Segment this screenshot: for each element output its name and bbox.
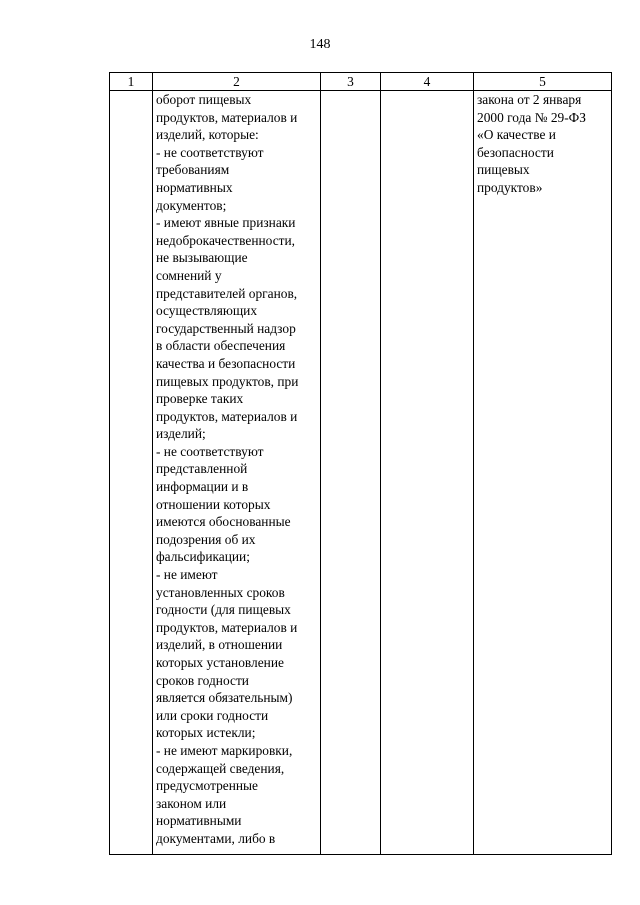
- column-header-2: 2: [153, 73, 321, 91]
- text-line: - не имеют: [156, 567, 218, 583]
- text-line: представленной: [156, 461, 248, 477]
- text-line: нормативными: [156, 813, 242, 829]
- text-line: продуктов, материалов и: [156, 408, 298, 424]
- cell-col-4: [381, 91, 474, 855]
- text-line: документами, либо в: [156, 830, 276, 846]
- text-line: качества и безопасности: [156, 355, 296, 371]
- text-line: документов;: [156, 197, 227, 213]
- cell-col-2: [153, 91, 321, 855]
- text-line: является обязательным): [156, 690, 293, 706]
- text-line: государственный надзор: [156, 320, 296, 336]
- text-line: фальсификации;: [156, 549, 250, 565]
- text-line: 2000 года № 29-ФЗ: [477, 109, 586, 125]
- text-line: имеются обоснованные: [156, 514, 291, 530]
- text-line: которых истекли;: [156, 725, 256, 741]
- column-header-3: 3: [321, 73, 381, 91]
- text-line: проверке таких: [156, 391, 244, 407]
- text-line: которых установление: [156, 655, 284, 670]
- text-line: изделий, которые:: [156, 127, 259, 143]
- text-line: безопасности: [477, 144, 554, 160]
- column-header-4: 4: [381, 73, 474, 91]
- cell-col-3: [321, 91, 381, 855]
- text-line: пищевых: [477, 162, 530, 178]
- text-line: подозрения об их: [156, 531, 256, 547]
- text-line: или сроки годности: [156, 707, 269, 723]
- page-number: 148: [309, 37, 331, 52]
- text-line: нормативных: [156, 179, 233, 195]
- text-line: изделий, в отношении: [156, 637, 283, 653]
- table-row: [110, 91, 612, 855]
- text-line: оборот пищевых: [156, 92, 252, 107]
- text-line: информации и в: [156, 479, 249, 495]
- cell-col-5: [474, 91, 612, 855]
- text-line: - не соответствуют: [156, 443, 264, 459]
- column-header-5: 5: [474, 73, 612, 91]
- text-line: недоброкачественности,: [156, 232, 296, 248]
- text-line: установленных сроков: [156, 584, 285, 600]
- text-line: годности (для пищевых: [156, 602, 291, 618]
- text-line: не вызывающие: [156, 250, 248, 266]
- text-line: отношении которых: [156, 496, 271, 512]
- text-line: представителей органов,: [156, 285, 298, 301]
- text-line: сомнений у: [156, 267, 222, 283]
- text-line: сроков годности: [156, 672, 249, 688]
- text-line: осуществляющих: [156, 303, 258, 319]
- cell-col-1: [110, 91, 153, 855]
- document-table: [109, 72, 612, 855]
- text-line: продуктов, материалов и: [156, 109, 298, 125]
- text-line: предусмотренные: [156, 778, 258, 794]
- table-header-row: [110, 73, 612, 91]
- text-line: в области обеспечения: [156, 338, 286, 354]
- text-line: изделий;: [156, 426, 206, 442]
- text-line: требованиям: [156, 162, 230, 178]
- text-line: продуктов, материалов и: [156, 619, 298, 635]
- text-line: продуктов»: [477, 179, 543, 195]
- text-line: - не имеют маркировки,: [156, 742, 293, 758]
- column-header-1: 1: [110, 73, 153, 91]
- text-line: «О качестве и: [477, 127, 556, 143]
- text-line: пищевых продуктов, при: [156, 373, 299, 389]
- text-line: - имеют явные признаки: [156, 215, 296, 231]
- text-line: закона от 2 января: [477, 92, 582, 107]
- text-line: - не соответствуют: [156, 144, 264, 160]
- text-line: законом или: [156, 795, 227, 811]
- text-line: содержащей сведения,: [156, 760, 285, 776]
